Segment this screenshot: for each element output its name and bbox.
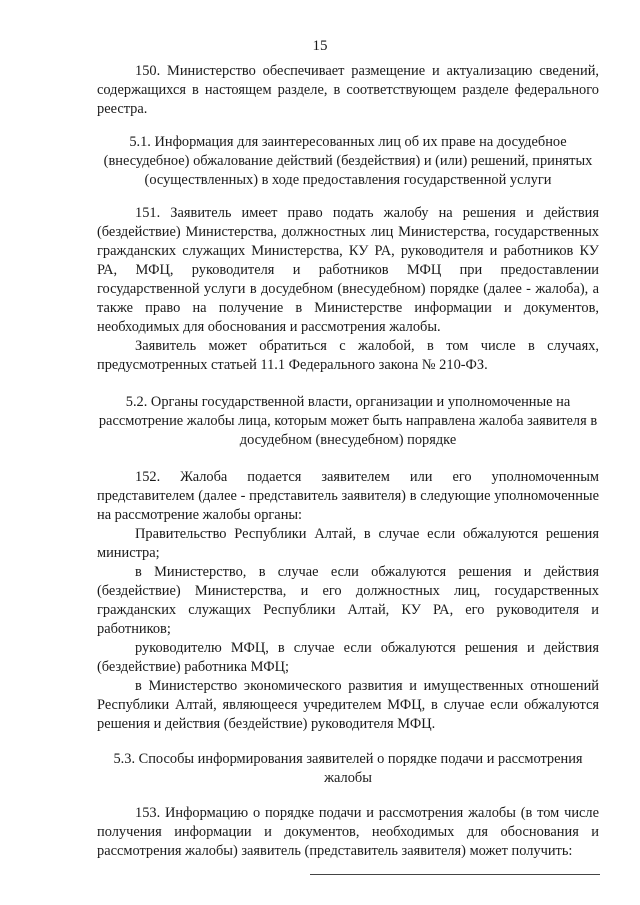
spacer [97, 375, 599, 393]
section-heading: 5.1. Информация для заинтересованных лиц об их праве на досудебное (внесудебное) обжалование действий (бездействия) и (или) решений, принятых (осуществленных) в ходе предоставления государственной услуги [103, 134, 593, 188]
spacer [97, 788, 599, 804]
spacer [97, 450, 599, 468]
section-heading: 5.2. Органы государственной власти, организации и уполномоченные на рассмотрение жалобы лица, которым может быть направлена жалоба заявителя в досудебном (внесудебном) порядке [98, 394, 598, 448]
paragraph: в Министерство экономического развития и имущественных отношений Республики Алтай, являющееся учредителем МФЦ, в случае если обжалуются решения и действия (бездействие) руководителя МФЦ. [97, 678, 599, 732]
paragraph: 153. Информацию о порядке подачи и рассмотрения жалобы (в том числе получения информации и документов, необходимых для обоснования и рассмотрения жалобы) заявитель (представитель заявителя) может получить: [97, 805, 599, 859]
document-body [97, 62, 599, 861]
section-heading: 5.3. Способы информирования заявителей о порядке подачи и рассмотрения жалобы [113, 751, 583, 786]
page-number: 15 [312, 38, 328, 54]
paragraph: руководителю МФЦ, в случае если обжалуются решения и действия (бездействие) работника МФЦ; [97, 640, 599, 675]
paragraph: Правительство Республики Алтай, в случае если обжалуются решения министра; [97, 526, 599, 561]
footer-rule [310, 874, 600, 875]
spacer [97, 119, 599, 133]
paragraph: в Министерство, в случае если обжалуются решения и действия (бездействие) Министерства, и его должностных лиц, государственных гражданских служащих Республики Алтай, КУ РА, его руководителя и работников; [97, 564, 599, 637]
paragraph: 151. Заявитель имеет право подать жалобу на решения и действия (бездействие) Министерства, должностных лиц Министерства, государственных гражданских служащих Министерства, КУ РА, руководителя и работников КУ РА, МФЦ, руководителя и работников МФЦ при предоставлении государственной услуги в досудебном (внесудебном) порядке (далее - жалоба), а также право на получение в Министерстве информации и документов, необходимых для обоснования и рассмотрения жалобы. [97, 205, 599, 335]
paragraph: Заявитель может обратиться с жалобой, в том числе в случаях, предусмотренных статьей 11.1 Федерального закона № 210-ФЗ. [97, 338, 599, 373]
paragraph: 152. Жалоба подается заявителем или его уполномоченным представителем (далее - представитель заявителя) в следующие уполномоченные на рассмотрение жалобы органы: [97, 469, 599, 523]
paragraph: 150. Министерство обеспечивает размещение и актуализацию сведений, содержащихся в настоящем разделе, в соответствующем разделе федерального реестра. [97, 63, 599, 117]
spacer [97, 734, 599, 750]
spacer [97, 190, 599, 204]
